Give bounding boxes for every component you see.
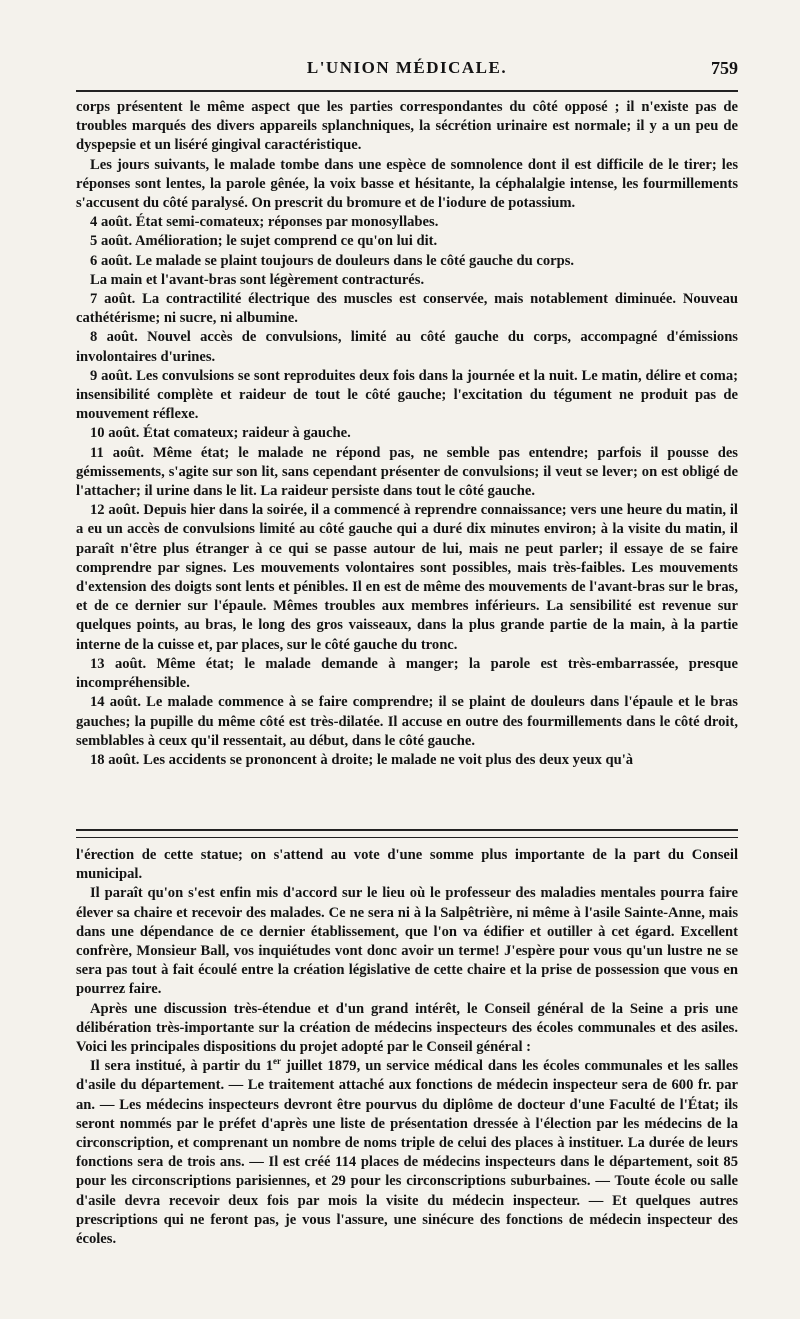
paragraph: Il paraît qu'on s'est enfin mis d'accord sur le lieu où le professeur des maladies mentales pourra faire élever sa chaire et recevoir des malades. Ce ne sera ni à la Salpêtrière, ni même à l'asile Sainte-Anne, mais dans une dépendance de ce dernier établissement, que l'on va édifier et outiller à cet égard. Excellent confrère, Monsieur Ball, vos inquiétudes vont donc avoir un terme! J'espère pour vous qu'un lustre ne se sera pas tout à fait écoulé entre la création législative de cette chaire et la prise de possession que vous en pourrez faire. (76, 885, 738, 998)
superscript: er (273, 1056, 282, 1067)
running-title: L'UNION MÉDICALE. (306, 58, 508, 77)
paragraph (76, 1057, 738, 1249)
paragraph: 13 août. Même état; le malade demande à manger; la parole est très-embarrassée, presque incompréhensible. (76, 655, 738, 692)
paragraph: 9 août. Les convulsions se sont reproduites deux fois dans la journée et la nuit. Le matin, délire et coma; insensibilité complète et raideur de tout le côté gauche; l'excitation du tégument ne produit pas de mouvement réflexe. (76, 367, 738, 423)
paragraph: 10 août. État comateux; raideur à gauche. (90, 425, 351, 442)
paragraph: 8 août. Nouvel accès de convulsions, limité au côté gauche du corps, accompagné d'émissions involontaires d'urines. (76, 329, 738, 365)
paragraph: 18 août. Les accidents se prononcent à droite; le malade ne voit plus des deux yeux qu'à (90, 751, 634, 768)
header-rule (76, 90, 738, 92)
paragraph-text: juillet 1879, un service médical dans les écoles communales et les salles d'asile du département. — Le traitement attaché aux fonctions de médecin inspecteur sera de 600 fr. par an. — Les médecins inspecteurs devront être pourvus du diplôme de docteur d'une Faculté de l'État; ils seront nommés par le préfet d'après une liste de présentation dressée à l'élection par les médecins de la circonscription, et comprenant un nombre de noms triple de celui des places à instituer. La durée de leurs fonctions sera de trois ans. — Il est créé 114 places de médecins inspecteurs dans le département, soit 85 pour les circonscriptions parisiennes, et 29 pour les circonscriptions suburbaines. — Toute école ou salle d'asile devra recevoir deux fois par mois la visite du médecin inspecteur. — Et quelques autres prescriptions qui ne feront pas, je vous l'assure, une sinécure des fonctions de médecin inspecteur des écoles. (76, 1058, 738, 1248)
feuilleton-section (76, 846, 738, 1249)
paragraph: 12 août. Depuis hier dans la soirée, il a commencé à reprendre connaissance; vers une heure du matin, il a eu un accès de convulsions limité au côté gauche qui a duré dix minutes environ; à la visite du matin, il paraît n'être plus étranger à ce qui se passe autour de lui, mais ne peut parler; il essaye de se faire comprendre par signes. Les mouvements volontaires sont possibles, mais très-faibles. Les mouvements d'extension des doigts sont lents et pénibles. Il en est de même des mouvements de l'avant-bras sur le bras, et de ce dernier sur l'épaule. Mêmes troubles aux membres inférieurs. La sensibilité est revenue sur quelques points, au bras, le long des gros vaisseaux, dans la plus grande partie de la main, à la partie interne de la cuisse et, par places, sur le côté gauche du tronc. (76, 502, 738, 653)
paragraph: corps présentent le même aspect que les parties correspondantes du côté opposé ; il n'existe pas de troubles marqués des divers appareils splanchniques, la sécrétion urinaire est normale; il y a un peu de dyspepsie et un liséré gingival caractéristique. (76, 99, 738, 154)
paragraph: Les jours suivants, le malade tombe dans une espèce de somnolence dont il est difficile de le tirer; les réponses sont lentes, la parole gênée, la voix basse et hésitante, la céphalalgie intense, les fourmillements s'accusent du côté paralysé. On prescrit du bromure et de l'iodure de potassium. (76, 156, 738, 212)
paragraph: 11 août. Même état; le malade ne répond pas, ne semble pas entendre; parfois il pousse des gémissements, s'agite sur son lit, sans cependant présenter de convulsions; il veut se lever; on est obligé de l'attacher; il urine dans le lit. La raideur persiste dans tout le côté gauche. (76, 444, 738, 500)
paragraph: 4 août. État semi-comateux; réponses par monosyllabes. (90, 214, 439, 231)
section-divider (76, 829, 738, 838)
paragraph-text: Il sera institué, à partir du 1 (90, 1058, 274, 1075)
running-header (76, 58, 738, 84)
page-number: 759 (711, 58, 738, 78)
paragraph: l'érection de cette statue; on s'attend au vote d'une somme plus importante de la part du Conseil municipal. (76, 847, 738, 883)
paragraph: La main et l'avant-bras sont légèrement contracturés. (90, 271, 425, 288)
case-report-section (76, 98, 738, 770)
paragraph: Après une discussion très-étendue et d'un grand intérêt, le Conseil général de la Seine a pris une délibération très-importante sur la création de médecins inspecteurs des écoles communales et des asiles. Voici les principales dispositions du projet adopté par le Conseil général : (76, 1000, 738, 1056)
paragraph: 5 août. Amélioration; le sujet comprend ce qu'on lui dit. (90, 233, 438, 250)
paragraph: 7 août. La contractilité électrique des muscles est conservée, mais notablement diminuée. Nouveau cathétérisme; ni sucre, ni albumine. (76, 291, 738, 327)
paragraph: 14 août. Le malade commence à se faire comprendre; il se plaint de douleurs dans l'épaule et le bras gauches; la pupille du même côté est très-dilatée. Il accuse en outre des fourmillements dans le côté droit, semblables à ceux qu'il ressentait, au début, dans le côté gauche. (76, 694, 738, 749)
paragraph: 6 août. Le malade se plaint toujours de douleurs dans le côté gauche du corps. (90, 252, 575, 269)
